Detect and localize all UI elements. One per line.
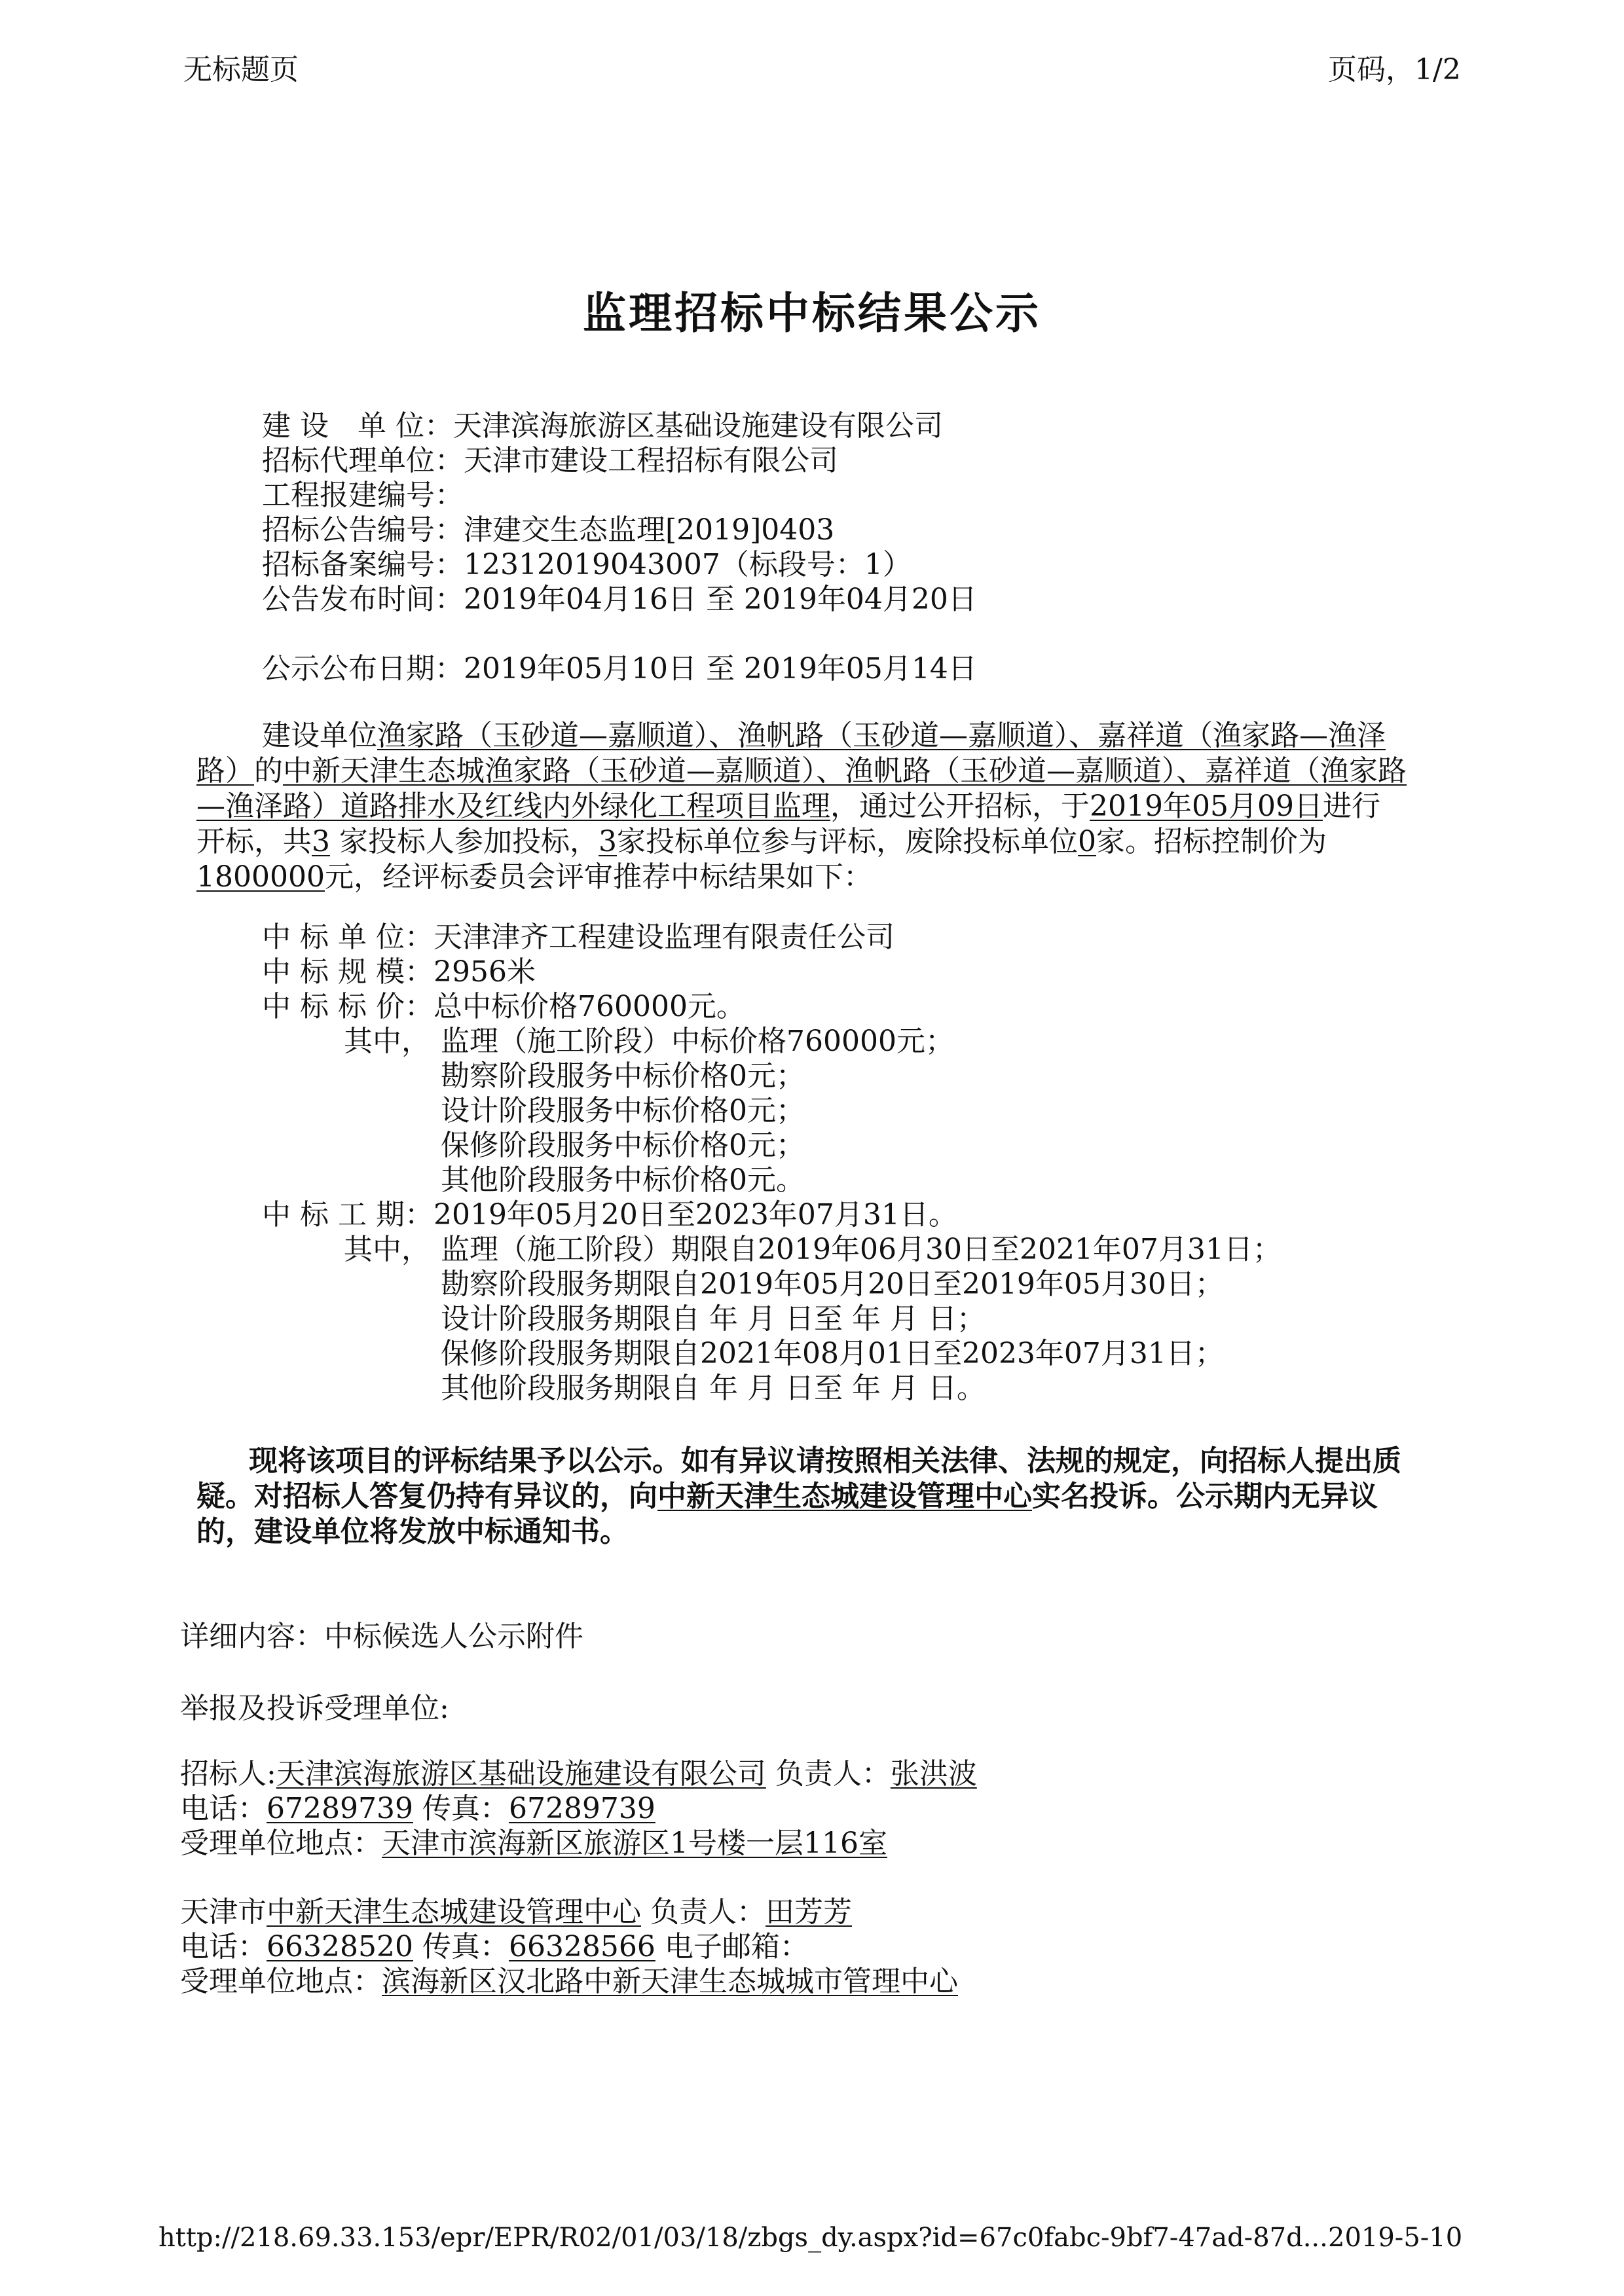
notice-text: 现将该项目的评标结果予以公示。如有异议请按照相关法律、法规的规定，向招标人提出质疑。对招标人答复仍持有异议的，向 xyxy=(196,1444,1401,1513)
eval-count: 3 xyxy=(599,825,617,858)
intro-paragraph xyxy=(196,718,1408,895)
tenderer-phone-row xyxy=(180,1791,655,1826)
agent-label: 招标代理单位： xyxy=(262,444,464,477)
announce-row xyxy=(262,651,977,686)
address-label: 受理单位地点： xyxy=(180,1827,382,1860)
winner-label: 中 标 单 位： xyxy=(262,920,434,954)
control-price: 1800000 xyxy=(196,860,325,894)
tenderer-address-row xyxy=(180,1826,887,1861)
notice-text: 实名投诉。公示期内无异议的，建设单位将发放中标通知书。 xyxy=(196,1480,1378,1548)
period-detail-lead: 其中， xyxy=(344,1233,430,1266)
publish-value: 2019年04月16日 至 2019年04月20日 xyxy=(464,583,977,616)
project-name: 中新天津生态城渔家路（玉砂道—嘉顺道）、渔帆路（玉砂道—嘉顺道）、嘉祥道（渔家路—渔泽路）道路排水及红线内外绿化工程项目监理 xyxy=(196,754,1407,823)
email-label: 电子邮箱： xyxy=(655,1930,809,1963)
period-item: 监理（施工阶段）期限自2019年06月30日至2021年07月31日； xyxy=(441,1233,1282,1266)
tenderer-tel: 67289739 xyxy=(267,1792,413,1825)
authority-name: 中新天津生态城建设管理中心 xyxy=(267,1895,641,1929)
price-detail-lead: 其中， xyxy=(344,1025,430,1058)
authority-tel: 66328520 xyxy=(267,1930,413,1963)
price-item: 其他阶段服务中标价格0元。 xyxy=(441,1163,805,1197)
intro-text: 的 xyxy=(254,754,283,788)
price-value: 总中标价格760000元。 xyxy=(433,990,745,1023)
road-scope: 渔家路（玉砂道—嘉顺道）、渔帆路（玉砂道—嘉顺道）、嘉祥道（渔家路—渔泽路） xyxy=(196,719,1386,788)
footer-date: 2019-5-10 xyxy=(1328,2223,1463,2253)
intro-text: 家。招标控制价为 xyxy=(1096,825,1327,858)
authority-address: 滨海新区汉北路中新天津生态城城市管理中心 xyxy=(382,1965,958,1998)
scale-value: 2956米 xyxy=(433,955,536,989)
intro-text: ，通过公开招标，于 xyxy=(830,790,1090,823)
price-label: 中 标 标 价： xyxy=(262,990,434,1023)
fax-label: 传真： xyxy=(413,1930,509,1963)
announce-label: 公示公布日期： xyxy=(262,652,464,685)
builder-value: 天津滨海旅游区基础设施建设有限公司 xyxy=(452,409,943,443)
builder-label: 建 设 单 位： xyxy=(262,409,453,443)
complaint-authority: 中新天津生态城建设管理中心 xyxy=(657,1480,1032,1513)
scale-row xyxy=(262,955,536,989)
record-no-row xyxy=(262,547,912,582)
authority-fax: 66328566 xyxy=(508,1930,655,1963)
project-no-label: 工程报建编号： xyxy=(262,479,464,512)
authority-row xyxy=(180,1895,852,1929)
winner-row xyxy=(262,920,895,955)
notice-no-label: 招标公告编号： xyxy=(262,513,464,547)
footer-url: http://218.69.33.153/epr/EPR/R02/01/03/18/zbgs_dy.aspx?id=67c0fabc-9bf7-47ad-87d... xyxy=(158,2223,1328,2253)
tenderer-fax: 67289739 xyxy=(508,1792,655,1825)
tel-label: 电话： xyxy=(180,1792,267,1825)
agent-row xyxy=(262,443,838,478)
announce-value: 2019年05月10日 至 2019年05月14日 xyxy=(464,652,977,685)
tenderer-person: 张洪波 xyxy=(890,1757,977,1791)
publish-label: 公告发布时间： xyxy=(262,583,464,616)
period-item: 设计阶段服务期限自 年 月 日至 年 月 日； xyxy=(441,1302,986,1336)
tenderer-name: 天津滨海旅游区基础设施建设有限公司 xyxy=(276,1757,766,1791)
authority-person: 田芳芳 xyxy=(766,1895,852,1929)
intro-text: 进行开标，共 xyxy=(196,790,1380,858)
complaint-header: 举报及投诉受理单位: xyxy=(180,1692,449,1725)
period-item: 保修阶段服务期限自2021年08月01日至2023年07月31日； xyxy=(441,1337,1224,1370)
record-no-label: 招标备案编号： xyxy=(262,548,464,581)
notice-no-value: 津建交生态监理[2019]0403 xyxy=(464,513,835,547)
period-label: 中 标 工 期： xyxy=(262,1198,434,1231)
page-number: 页码，1/2 xyxy=(1328,53,1461,86)
page-header-left: 无标题页 xyxy=(183,53,299,86)
intro-text: 建设单位 xyxy=(262,719,377,752)
notice-no-row xyxy=(262,513,834,547)
winner-value: 天津津齐工程建设监理有限责任公司 xyxy=(433,920,895,954)
tenderer-label: 招标人: xyxy=(180,1757,276,1791)
tenderer-address: 天津市滨海新区旅游区1号楼一层116室 xyxy=(382,1827,887,1860)
rejected-count: 0 xyxy=(1078,825,1096,858)
scale-label: 中 标 规 模： xyxy=(262,955,434,989)
page-title: 监理招标中标结果公示 xyxy=(583,288,1041,338)
intro-text: 家投标人参加投标， xyxy=(330,825,599,858)
period-value: 2019年05月20日至2023年07月31日。 xyxy=(433,1198,957,1231)
period-row xyxy=(262,1197,957,1232)
builder-row xyxy=(262,409,943,443)
price-row xyxy=(262,989,745,1024)
agent-value: 天津市建设工程招标有限公司 xyxy=(464,444,838,477)
price-item: 监理（施工阶段）中标价格760000元； xyxy=(441,1025,954,1058)
address-label: 受理单位地点： xyxy=(180,1965,382,1998)
price-item: 设计阶段服务中标价格0元； xyxy=(441,1094,805,1127)
bidder-count: 3 xyxy=(312,825,330,858)
open-date: 2019年05月09日 xyxy=(1090,790,1323,823)
tenderer-person-label: 负责人： xyxy=(766,1757,891,1791)
intro-text: 家投标单位参与评标，废除投标单位 xyxy=(617,825,1078,858)
project-no-row xyxy=(262,478,464,513)
intro-text: 元，经评标委员会评审推荐中标结果如下： xyxy=(324,860,872,894)
period-item: 勘察阶段服务期限自2019年05月20日至2019年05月30日； xyxy=(441,1267,1224,1301)
objection-notice xyxy=(196,1444,1421,1550)
authority-address-row xyxy=(180,1964,958,1999)
tenderer-row xyxy=(180,1757,977,1791)
fax-label: 传真： xyxy=(413,1792,509,1825)
publish-row xyxy=(262,582,977,617)
price-item: 保修阶段服务中标价格0元； xyxy=(441,1129,805,1162)
price-item: 勘察阶段服务中标价格0元； xyxy=(441,1059,805,1093)
period-item: 其他阶段服务期限自 年 月 日至 年 月 日。 xyxy=(441,1372,986,1405)
tel-label: 电话： xyxy=(180,1930,267,1963)
authority-prefix: 天津市 xyxy=(180,1895,267,1929)
authority-person-label: 负责人： xyxy=(641,1895,766,1929)
details-link-text: 详细内容：中标候选人公示附件 xyxy=(180,1620,583,1653)
authority-phone-row xyxy=(180,1929,809,1964)
record-no-value: 12312019043007（标段号：1） xyxy=(464,548,912,581)
